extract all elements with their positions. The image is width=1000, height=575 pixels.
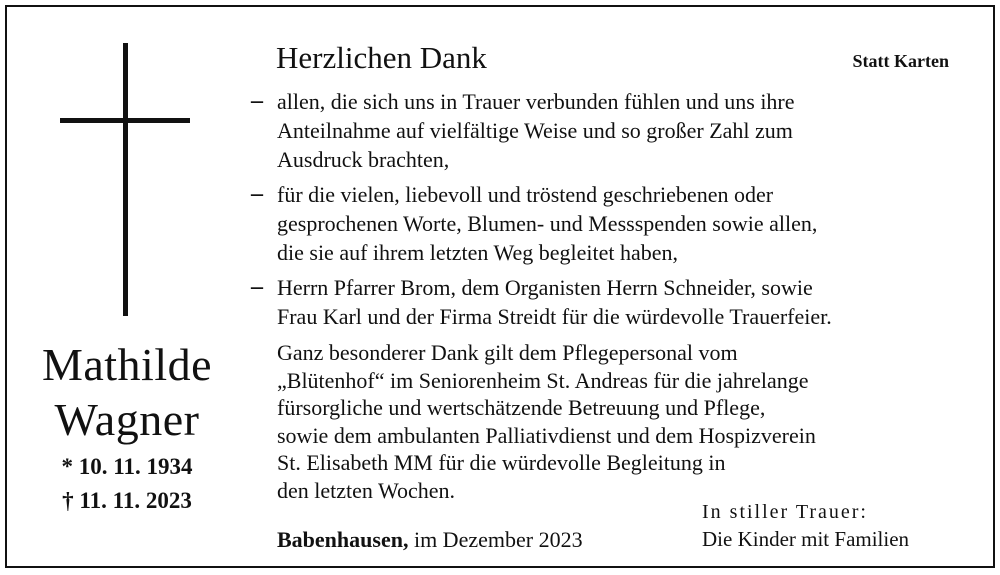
page-title: Herzlichen Dank [276, 40, 487, 75]
dash-bullet: – [251, 181, 263, 207]
item-line: Ausdruck brachten, [277, 147, 450, 172]
birth-date: * 10. 11. 1934 [61, 454, 193, 479]
death-date: † 11. 11. 2023 [62, 488, 192, 513]
list-item [247, 180, 977, 267]
mourning-line: In stiller Trauer: [702, 501, 868, 523]
paragraph-line: fürsorgliche und wertschätzende Betreuung und Pflege, [277, 395, 766, 420]
item-line: die sie auf ihrem letzten Weg begleitet haben, [277, 240, 678, 265]
thanks-list [247, 87, 977, 337]
signature-line: Die Kinder mit Familien [702, 527, 910, 551]
place-date [277, 526, 583, 553]
dash-bullet: – [251, 88, 263, 114]
dash-bullet: – [251, 274, 263, 300]
list-item [247, 87, 977, 174]
paragraph-line: „Blütenhof“ im Seniorenheim St. Andreas für die jahrelange [277, 367, 809, 393]
item-line: Anteilnahme auf vielfältige Weise und so großer Zahl zum [277, 118, 793, 143]
statt-karten-label: Statt Karten [852, 51, 949, 71]
item-line: Frau Karl und der Firma Streidt für die würdevolle Trauerfeier. [277, 304, 832, 329]
paragraph-line: St. Elisabeth MM für die würdevolle Begleitung in [277, 450, 726, 475]
notice-frame [5, 5, 995, 568]
deceased-first-name: Mathilde [41, 339, 213, 390]
item-line: allen, die sich uns in Trauer verbunden fühlen und uns ihre [277, 89, 795, 114]
place-name: Babenhausen, [277, 527, 409, 552]
special-thanks-paragraph [277, 339, 977, 504]
item-line: für die vielen, liebevoll und tröstend geschriebenen oder [277, 182, 774, 207]
item-line: Herrn Pfarrer Brom, dem Organisten Herrn Schneider, sowie [277, 275, 813, 300]
cross-icon-bar [60, 118, 190, 123]
paragraph-line: Ganz besonderer Dank gilt dem Pflegepersonal vom [277, 340, 738, 365]
paragraph-line: sowie dem ambulanten Palliativdienst und dem Hospizverein [277, 422, 816, 448]
item-line: gesprochenen Worte, Blumen- und Messspenden sowie allen, [277, 211, 818, 236]
cross-icon [123, 43, 128, 316]
notice-date: im Dezember 2023 [408, 527, 583, 552]
deceased-last-name: Wagner [54, 394, 200, 445]
paragraph-line: den letzten Wochen. [277, 477, 456, 503]
list-item [247, 273, 977, 331]
